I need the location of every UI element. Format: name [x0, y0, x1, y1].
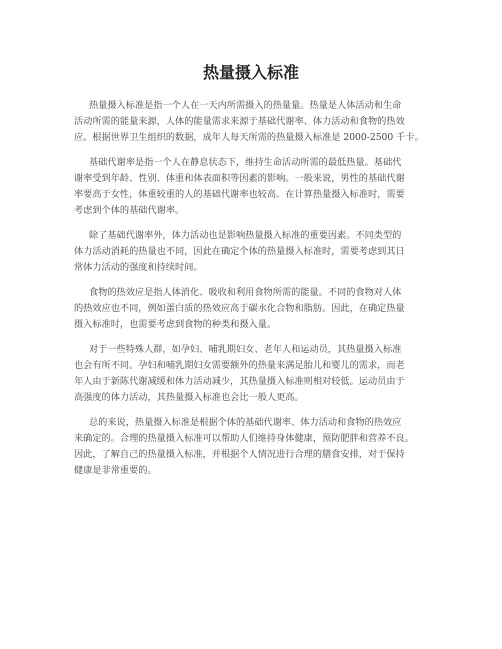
- paragraph-line: 基础代谢率是指一个人在静息状态下，维持生命活动所需的最低热量。基础代: [89, 157, 402, 168]
- paragraph-2: [74, 155, 438, 219]
- paragraph-5: [74, 342, 438, 406]
- document-title: 热量摄入标准: [202, 63, 299, 82]
- paragraph-1: [74, 98, 438, 146]
- paragraph-line: 对于一些特殊人群，如孕妇、哺乳期妇女、老年人和运动员，其热量摄入标准: [89, 344, 402, 355]
- paragraph-line: 因此，了解自己的热量摄入标准，并根据个人情况进行合理的膳食安排，对于保持: [74, 449, 405, 460]
- paragraph-line: 率要高于女性，体重较重的人的基础代谢率也较高。在计算热量摄入标准时，需要: [74, 189, 405, 200]
- paragraph-line: 常体力活动的强度和持续时间。: [74, 262, 203, 273]
- paragraph-line: 谢率受到年龄、性别、体重和体表面积等因素的影响。一般来说，男性的基础代谢: [74, 173, 405, 184]
- paragraph-line: 应。根据世界卫生组织的数据，成年人每天所需的热量摄入标准是 2000-2500 千卡。: [74, 132, 424, 143]
- paragraph-line: 热量摄入标准是指一个人在一天内所需摄入的热量量。热量是人体活动和生命: [89, 100, 402, 111]
- paragraph-3: [74, 228, 438, 276]
- paragraph-4: [74, 285, 438, 333]
- paragraph-line: 也会有所不同。孕妇和哺乳期妇女需要额外的热量来满足胎儿和婴儿的需求，而老: [74, 360, 405, 371]
- paragraph-line: 除了基础代谢率外，体力活动也是影响热量摄入标准的重要因素。不同类型的: [89, 230, 402, 241]
- paragraph-line: 摄入标准时，也需要考虑到食物的种类和摄入量。: [74, 319, 277, 330]
- paragraph-line: 体力活动消耗的热量也不同，因此在确定个体的热量摄入标准时，需要考虑到其日: [74, 246, 405, 257]
- paragraph-line: 考虑到个体的基础代谢率。: [74, 205, 185, 216]
- paragraph-line: 高强度的体力活动，其热量摄入标准也会比一般人更高。: [74, 392, 304, 403]
- document-body: [74, 98, 438, 488]
- paragraph-6: [74, 415, 438, 479]
- paragraph-line: 活动所需的能量来源，人体的能量需求来源于基础代谢率、体力活动和食物的热效: [74, 116, 405, 127]
- paragraph-line: 年人由于新陈代谢减缓和体力活动减少，其热量摄入标准则相对较低。运动员由于: [74, 376, 405, 387]
- paragraph-line: 的热效应也不同，例如蛋白质的热效应高于碳水化合物和脂肪。因此，在确定热量: [74, 303, 405, 314]
- paragraph-line: 总的来说，热量摄入标准是根据个体的基础代谢率、体力活动和食物的热效应: [89, 417, 402, 428]
- paragraph-line: 健康是非常重要的。: [74, 465, 157, 476]
- paragraph-line: 来确定的。合理的热量摄入标准可以帮助人们维持身体健康，预防肥胖和营养不良。: [74, 433, 414, 444]
- paragraph-line: 食物的热效应是指人体消化、吸收和利用食物所需的能量。不同的食物对人体: [89, 287, 402, 298]
